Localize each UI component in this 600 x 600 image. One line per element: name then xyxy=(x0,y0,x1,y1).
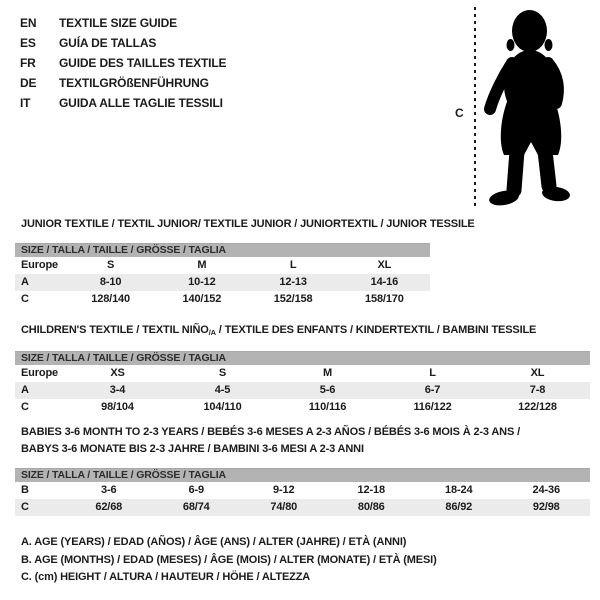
row-label: B xyxy=(21,484,29,496)
size-table xyxy=(15,351,590,416)
table-title-line xyxy=(21,441,600,458)
size-table xyxy=(15,468,590,516)
table-cell: 122/128 xyxy=(518,401,557,413)
table-cell: XL xyxy=(377,259,392,271)
table-cell: 62/68 xyxy=(95,501,123,513)
table-cell: 12-18 xyxy=(357,484,385,496)
language-title-list xyxy=(20,13,226,113)
table-cell: S xyxy=(107,259,115,271)
language-row-it xyxy=(20,93,226,113)
table-cell: 5-6 xyxy=(319,384,336,396)
table-cell: 9-12 xyxy=(273,484,295,496)
table-cell: 14-16 xyxy=(370,276,399,288)
footnote: A. AGE (YEARS) / EDAD (AÑOS) / ÂGE (ANS) / ALTER (JAHRE) / ETÀ (ANNI) xyxy=(21,536,407,548)
row-label: Europe xyxy=(21,259,58,271)
table-row xyxy=(15,274,430,291)
table-cell: 116/122 xyxy=(413,401,452,413)
table-cell: 128/140 xyxy=(91,293,130,305)
language-row-en xyxy=(20,13,226,33)
table-row xyxy=(15,257,430,274)
table-cell: M xyxy=(322,367,332,379)
footnote-list xyxy=(21,534,437,587)
table-row xyxy=(15,382,590,399)
language-title: GUIDA ALLE TAGLIE TESSILI xyxy=(59,96,223,110)
table-cell: M xyxy=(197,259,207,271)
language-title: GUÍA DE TALLAS xyxy=(59,36,157,50)
table-title-line xyxy=(21,322,600,341)
table-cell: 6-9 xyxy=(188,484,204,496)
language-row-de xyxy=(20,73,226,93)
table-cell: 3-4 xyxy=(109,384,126,396)
footnote: B. AGE (MONTHS) / EDAD (MESES) / ÂGE (MOIS) / ALTER (MONATE) / ETÀ (MESI) xyxy=(21,553,437,566)
language-title: TEXTILGRÖßENFÜHRUNG xyxy=(59,76,209,90)
table-title xyxy=(21,424,600,458)
table-cell: 4-5 xyxy=(214,384,231,396)
table-cell: XL xyxy=(530,367,545,379)
table-cell: 12-13 xyxy=(279,276,307,288)
table-cell: L xyxy=(289,259,297,271)
table-cell: 92/98 xyxy=(532,501,560,513)
size-header-bar: SIZE / TALLA / TAILLE / GRÖSSE / TAGLIA xyxy=(15,351,590,365)
table-cell: 152/158 xyxy=(273,293,313,305)
table-cell: 98/104 xyxy=(101,401,134,413)
row-label: C xyxy=(21,401,29,413)
table-cell: 8-10 xyxy=(99,276,122,288)
height-measure-dashed-line xyxy=(474,7,476,207)
size-table-section-2 xyxy=(0,322,600,416)
table-cell: 6-7 xyxy=(424,384,441,396)
table-title-text: JUNIOR TEXTILE / TEXTIL JUNIOR/ TEXTILE JUNIOR / JUNIORTEXTIL / JUNIOR TESSILE xyxy=(21,218,475,230)
row-label: Europe xyxy=(21,367,58,379)
table-cell: 3-6 xyxy=(101,484,117,496)
language-code: IT xyxy=(20,96,31,110)
table-cell: 140/152 xyxy=(182,293,222,305)
row-label: C xyxy=(21,293,29,305)
table-cell: 80/86 xyxy=(357,501,385,513)
table-cell: 110/116 xyxy=(308,401,347,413)
footnote: C. (cm) HEIGHT / ALTURA / HAUTEUR / HÖHE / ALTEZZA xyxy=(21,571,311,583)
table-row xyxy=(15,365,590,382)
row-label: C xyxy=(21,501,29,513)
table-title-line xyxy=(21,216,600,233)
table-cell: 24-36 xyxy=(532,484,560,496)
language-row-fr xyxy=(20,53,226,73)
language-title: GUIDE DES TAILLES TEXTILE xyxy=(59,56,227,70)
table-title-text: /A xyxy=(208,328,216,337)
table-row xyxy=(15,399,590,416)
size-header-bar: SIZE / TALLA / TAILLE / GRÖSSE / TAGLIA xyxy=(15,468,590,482)
row-label: A xyxy=(21,384,29,396)
table-title-text: BABIES 3-6 MONTH TO 2-3 YEARS / BEBÉS 3-6 MESES A 2-3 AÑOS / BÉBÉS 3-6 MOIS À 2-3 ANS / xyxy=(21,426,520,438)
table-cell: 74/80 xyxy=(270,501,298,513)
language-code: ES xyxy=(20,36,36,50)
language-row-es xyxy=(20,33,226,53)
size-header-bar: SIZE / TALLA / TAILLE / GRÖSSE / TAGLIA xyxy=(15,243,430,257)
table-row xyxy=(15,482,590,499)
table-cell: 7-8 xyxy=(529,384,546,396)
table-cell: 86/92 xyxy=(445,501,473,513)
height-measure-label: C xyxy=(455,106,464,120)
table-cell: 104/110 xyxy=(203,401,242,413)
baby-silhouette-icon xyxy=(479,3,579,209)
table-cell: S xyxy=(218,367,227,379)
language-code: FR xyxy=(20,56,36,70)
table-cell: 158/170 xyxy=(365,293,404,305)
row-label: A xyxy=(21,276,29,288)
language-code: DE xyxy=(20,76,37,90)
size-table-section-1 xyxy=(0,216,600,308)
table-title xyxy=(21,322,600,341)
size-table-section-3 xyxy=(0,424,600,516)
table-cell: 68/74 xyxy=(182,501,210,513)
table-title-line xyxy=(21,424,600,441)
language-title: TEXTILE SIZE GUIDE xyxy=(59,16,177,30)
language-code: EN xyxy=(20,16,37,30)
table-cell: XS xyxy=(110,367,125,379)
table-row xyxy=(15,291,430,308)
table-title xyxy=(21,216,600,233)
table-title-text: / TEXTILE DES ENFANTS / KINDERTEXTIL / BAMBINI TESSILE xyxy=(215,324,537,336)
table-title-text: BABYS 3-6 MONATE BIS 2-3 JAHRE / BAMBINI 3-6 MESI A 2-3 ANNI xyxy=(21,443,364,455)
table-row xyxy=(15,499,590,516)
table-cell: 10-12 xyxy=(188,276,216,288)
size-table xyxy=(15,243,430,308)
table-cell: 18-24 xyxy=(445,484,473,496)
table-cell: L xyxy=(429,367,436,379)
table-title-text: CHILDREN'S TEXTILE / TEXTIL NIÑO xyxy=(21,324,209,336)
